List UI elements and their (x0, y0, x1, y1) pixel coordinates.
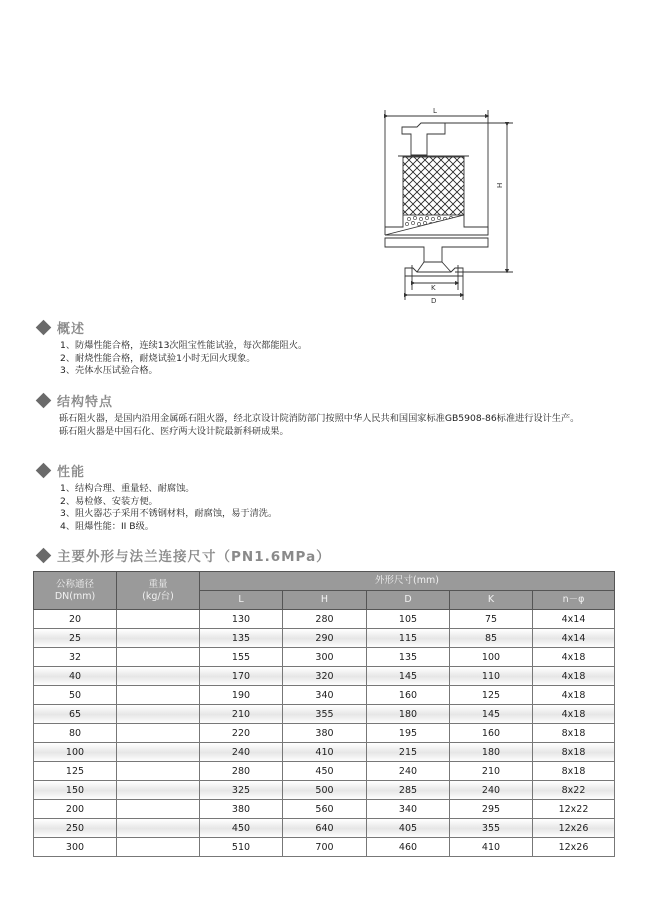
header-col-k: K (450, 591, 533, 610)
cell-n: 4x18 (533, 648, 615, 667)
cell-l: 155 (200, 648, 283, 667)
header-col-h: H (283, 591, 367, 610)
table-row (34, 781, 615, 800)
cell-dn: 65 (34, 705, 117, 724)
cell-weight (117, 610, 200, 629)
cell-l: 510 (200, 838, 283, 857)
cell-h: 300 (283, 648, 367, 667)
section-title: 性能 (57, 465, 86, 480)
cell-weight (117, 819, 200, 838)
cell-n: 8x22 (533, 781, 615, 800)
cell-dn: 80 (34, 724, 117, 743)
cell-l: 190 (200, 686, 283, 705)
cell-k: 85 (450, 629, 533, 648)
diamond-bullet-icon (36, 547, 52, 563)
cell-k: 240 (450, 781, 533, 800)
cell-k: 125 (450, 686, 533, 705)
list-item: 1、结构合理、重量轻、耐腐蚀。 (60, 483, 195, 494)
cell-n: 8x18 (533, 762, 615, 781)
cell-dn: 40 (34, 667, 117, 686)
section-title: 概述 (57, 322, 86, 337)
header-weight (117, 572, 200, 610)
cell-h: 290 (283, 629, 367, 648)
cell-d: 460 (367, 838, 450, 857)
table-row (34, 705, 615, 724)
cell-weight (117, 838, 200, 857)
cell-weight (117, 800, 200, 819)
cell-dn: 32 (34, 648, 117, 667)
cell-d: 135 (367, 648, 450, 667)
cell-h: 380 (283, 724, 367, 743)
cell-dn: 250 (34, 819, 117, 838)
cell-k: 145 (450, 705, 533, 724)
cell-dn: 150 (34, 781, 117, 800)
cell-weight (117, 648, 200, 667)
cell-h: 500 (283, 781, 367, 800)
cell-l: 135 (200, 629, 283, 648)
header-col-d: D (367, 591, 450, 610)
cell-k: 355 (450, 819, 533, 838)
list-item: 3、壳体水压试验合格。 (60, 365, 158, 376)
header-weight-line2: (kg/台) (142, 590, 174, 602)
cell-d: 285 (367, 781, 450, 800)
header-weight-line1: 重量 (148, 578, 168, 590)
section-heading-structure (35, 391, 113, 410)
cell-l: 130 (200, 610, 283, 629)
table-row (34, 724, 615, 743)
cell-d: 195 (367, 724, 450, 743)
cell-d: 215 (367, 743, 450, 762)
cell-n: 4x18 (533, 705, 615, 724)
diamond-bullet-icon (36, 320, 52, 336)
cell-d: 115 (367, 629, 450, 648)
cell-d: 340 (367, 800, 450, 819)
cell-weight (117, 743, 200, 762)
diamond-bullet-icon (36, 463, 52, 479)
cell-k: 75 (450, 610, 533, 629)
structure-text (37, 413, 617, 438)
cell-n: 8x18 (533, 724, 615, 743)
cell-n: 12x26 (533, 838, 615, 857)
overview-list (60, 340, 307, 378)
dim-label-d: D (431, 297, 437, 305)
dim-label-h: H (496, 182, 504, 188)
cell-weight (117, 762, 200, 781)
cell-h: 640 (283, 819, 367, 838)
paragraph: 砾石阻火器是中国石化、医疗两大设计院最新科研成果。 (59, 425, 289, 437)
table-row (34, 819, 615, 838)
cell-k: 160 (450, 724, 533, 743)
paragraph: 砾石阻火器，是国内沿用金属砾石阻火器，经北京设计院消防部门按照中华人民共和国国家标准GB5908-86标准进行设计生产。 (59, 413, 580, 424)
cell-weight (117, 705, 200, 724)
cell-l: 280 (200, 762, 283, 781)
cell-n: 8x18 (533, 743, 615, 762)
header-dn (34, 572, 117, 610)
cell-d: 145 (367, 667, 450, 686)
cell-dn: 200 (34, 800, 117, 819)
header-col-n-phi: n－φ (533, 591, 615, 610)
cell-l: 325 (200, 781, 283, 800)
header-col-l: L (200, 591, 283, 610)
cell-h: 340 (283, 686, 367, 705)
cell-d: 405 (367, 819, 450, 838)
cell-k: 110 (450, 667, 533, 686)
cell-dn: 100 (34, 743, 117, 762)
cell-weight (117, 781, 200, 800)
cell-d: 180 (367, 705, 450, 724)
header-dn-line1: 公称通径 (55, 578, 94, 590)
cell-n: 4x18 (533, 686, 615, 705)
diamond-bullet-icon (36, 393, 52, 409)
cell-h: 450 (283, 762, 367, 781)
cell-k: 295 (450, 800, 533, 819)
cell-h: 700 (283, 838, 367, 857)
table-row (34, 648, 615, 667)
section-heading-performance (35, 461, 85, 480)
cell-k: 100 (450, 648, 533, 667)
list-item: 2、易检修、安装方便。 (60, 495, 158, 507)
dimensions-table (33, 571, 615, 857)
header-dimensions-group: 外形尺寸(mm) (200, 572, 615, 591)
cell-weight (117, 667, 200, 686)
cell-n: 4x18 (533, 667, 615, 686)
table-row (34, 762, 615, 781)
cell-k: 180 (450, 743, 533, 762)
cell-h: 320 (283, 667, 367, 686)
cell-l: 380 (200, 800, 283, 819)
cell-k: 410 (450, 838, 533, 857)
cell-l: 220 (200, 724, 283, 743)
cell-n: 12x26 (533, 819, 615, 838)
section-title: 主要外形与法兰连接尺寸（PN1.6MPa） (57, 549, 331, 565)
list-item: 2、耐烧性能合格，耐烧试验1小时无回火现象。 (60, 352, 256, 364)
table-row (34, 800, 615, 819)
cell-dn: 50 (34, 686, 117, 705)
cell-weight (117, 629, 200, 648)
list-item: 1、防爆性能合格，连续13次阻宝性能试验，每次都能阻火。 (60, 340, 308, 351)
cell-d: 105 (367, 610, 450, 629)
cell-d: 240 (367, 762, 450, 781)
table-row (34, 667, 615, 686)
cell-h: 280 (283, 610, 367, 629)
cell-n: 4x14 (533, 629, 615, 648)
flame-arrester-diagram (365, 100, 525, 310)
table-row (34, 686, 615, 705)
cell-dn: 125 (34, 762, 117, 781)
cell-h: 355 (283, 705, 367, 724)
header-dn-line2: DN(mm) (54, 590, 96, 602)
cell-k: 210 (450, 762, 533, 781)
section-heading-dimensions (35, 545, 331, 565)
list-item: 4、阻爆性能：II B级。 (60, 520, 154, 532)
cell-weight (117, 686, 200, 705)
dim-label-l: L (433, 107, 437, 115)
dim-label-k: K (431, 284, 436, 292)
cell-dn: 20 (34, 610, 117, 629)
cell-l: 170 (200, 667, 283, 686)
cell-l: 240 (200, 743, 283, 762)
cell-l: 210 (200, 705, 283, 724)
cell-h: 560 (283, 800, 367, 819)
performance-list (60, 483, 277, 533)
table-row (34, 610, 615, 629)
cell-d: 160 (367, 686, 450, 705)
cell-n: 12x22 (533, 800, 615, 819)
list-item: 3、阻火器芯子采用不锈钢材料，耐腐蚀，易于清洗。 (60, 508, 278, 519)
cell-dn: 25 (34, 629, 117, 648)
section-title: 结构特点 (57, 395, 114, 410)
table-row (34, 629, 615, 648)
table-row (34, 743, 615, 762)
table-row (34, 838, 615, 857)
section-heading-overview (35, 318, 85, 337)
cell-weight (117, 724, 200, 743)
cell-h: 410 (283, 743, 367, 762)
cell-n: 4x14 (533, 610, 615, 629)
cell-dn: 300 (34, 838, 117, 857)
cell-l: 450 (200, 819, 283, 838)
